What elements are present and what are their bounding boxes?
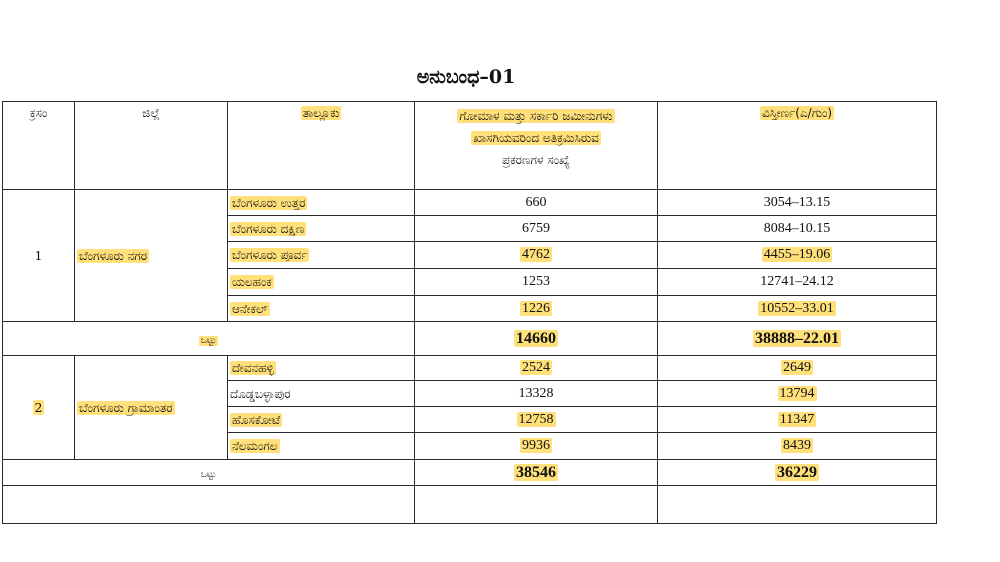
taluk-cell: ಬೆಂಗಳೂರು ಉತ್ತರ — [228, 190, 415, 216]
area-cell: 3054–13.15 — [658, 190, 937, 216]
taluk-cell: ನೆಲಮಂಗಲ — [228, 433, 415, 460]
page-title: ಅನುಬಂಧ–01 — [416, 66, 516, 88]
cases-cell: 1253 — [415, 269, 658, 296]
district-cell: ಬೆಂಗಳೂರು ನಗರ — [75, 190, 228, 322]
area-cell: 2649 — [658, 356, 937, 381]
cases-cell: 13328 — [415, 381, 658, 407]
taluk-cell: ಹೊಸಕೋಟೆ — [228, 407, 415, 433]
annexure-table — [2, 101, 937, 524]
district-cell: ಬೆಂಗಳೂರು ಗ್ರಾಮಾಂತರ — [75, 356, 228, 460]
total-area-cell: 36229 — [658, 460, 937, 486]
empty-cell — [3, 486, 415, 524]
header-cases-line1: ಗೋಮಾಳ ಮತ್ತು ಸರ್ಕಾರಿ ಜಮೀನುಗಳು — [459, 109, 613, 123]
total-area-cell: 38888–22.01 — [658, 322, 937, 356]
area-cell: 8084–10.15 — [658, 216, 937, 242]
cases-cell: 4762 — [415, 242, 658, 269]
taluk-cell: ದೇವನಹಳ್ಳಿ — [228, 356, 415, 381]
sl-no-cell: 1 — [3, 190, 75, 322]
header-taluk: ತಾಲ್ಲೂಕು — [228, 102, 415, 190]
total-cases-cell: 38546 — [415, 460, 658, 486]
empty-cell — [415, 486, 658, 524]
cases-cell: 9936 — [415, 433, 658, 460]
cases-cell: 2524 — [415, 356, 658, 381]
header-district: ಜಿಲ್ಲೆ — [75, 102, 228, 190]
taluk-cell: ಯಲಹಂಕ — [228, 269, 415, 296]
area-cell: 13794 — [658, 381, 937, 407]
total-label-cell: ಒಟ್ಟು — [3, 322, 415, 356]
area-cell: 4455–19.06 — [658, 242, 937, 269]
header-cases — [415, 102, 658, 190]
empty-row — [3, 486, 937, 524]
header-area: ವಿಸ್ತೀರ್ಣ(ಎ/ಗುಂ) — [658, 102, 937, 190]
total-label-cell: ಒಟ್ಟು — [3, 460, 415, 486]
cases-cell: 6759 — [415, 216, 658, 242]
taluk-cell: ಆನೇಕಲ್ — [228, 296, 415, 322]
area-cell: 11347 — [658, 407, 937, 433]
cases-cell: 660 — [415, 190, 658, 216]
header-cases-line3: ಪ್ರಕರಣಗಳ ಸಂಖ್ಯೆ — [502, 153, 570, 167]
taluk-cell: ಬೆಂಗಳೂರು ಪೂರ್ವ — [228, 242, 415, 269]
area-cell: 10552–33.01 — [658, 296, 937, 322]
cases-cell: 1226 — [415, 296, 658, 322]
header-sl-no: ಕ್ರಸಂ — [3, 102, 75, 190]
total-row — [3, 460, 937, 486]
area-cell: 8439 — [658, 433, 937, 460]
taluk-cell: ದೊಡ್ಡಬಳ್ಳಾಪುರ — [228, 381, 415, 407]
table-row — [3, 356, 937, 381]
header-cases-line2: ಖಾಸಗಿಯವರಿಂದ ಅತಿಕ್ರಮಿಸಿರುವ — [473, 131, 599, 145]
sl-no-cell: 2 — [3, 356, 75, 460]
area-cell: 12741–24.12 — [658, 269, 937, 296]
empty-cell — [658, 486, 937, 524]
taluk-cell: ಬೆಂಗಳೂರು ದಕ್ಷಿಣ — [228, 216, 415, 242]
total-row — [3, 322, 937, 356]
cases-cell: 12758 — [415, 407, 658, 433]
header-row — [3, 102, 937, 190]
table-row — [3, 190, 937, 216]
total-cases-cell: 14660 — [415, 322, 658, 356]
